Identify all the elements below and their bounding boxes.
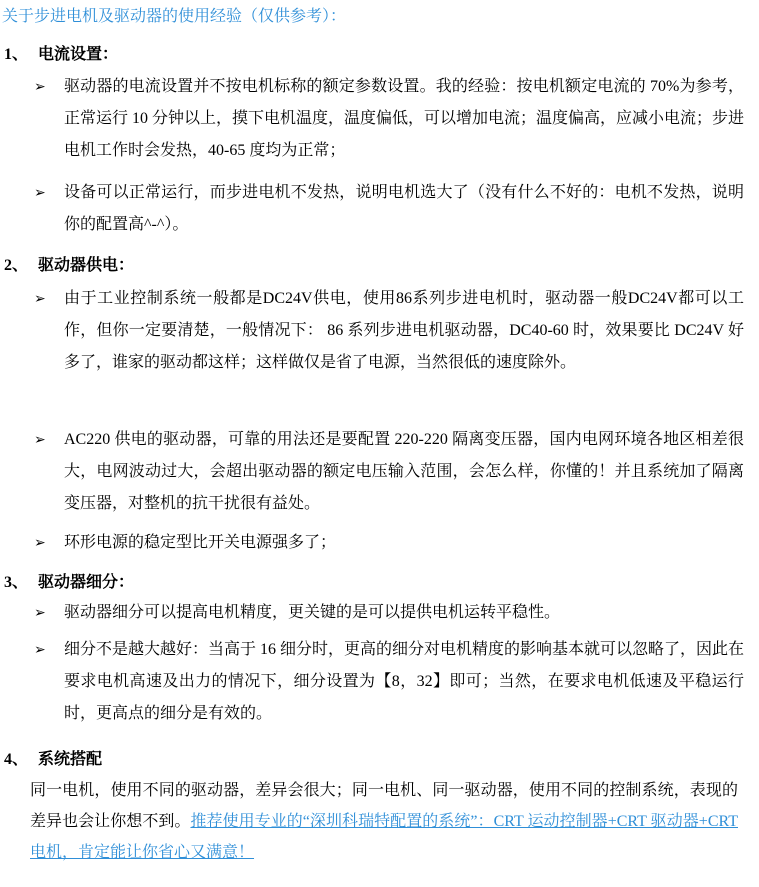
arrow-bullet-icon: ➢ <box>34 79 46 95</box>
section-title: 驱动器供电： <box>38 257 135 274</box>
section-heading-4 <box>4 746 102 769</box>
section-paragraph <box>30 775 738 868</box>
section-number: 4、 <box>4 751 29 768</box>
section-title: 系统搭配 <box>38 751 103 768</box>
arrow-bullet-icon: ➢ <box>34 642 46 658</box>
section-number: 2、 <box>4 257 29 274</box>
list-item-text: AC220 供电的驱动器，可靠的用法还是要配置 220-220 隔离变压器，国内电网环境各地区相差很大，电网波动过大，会超出驱动器的额定电压输入范围，会怎么样，你懂的！并且系统加了隔离变压器，对整机的抗干扰很有益处。 <box>64 431 744 512</box>
arrow-bullet-icon: ➢ <box>34 291 46 307</box>
paragraph-text: 同一电机，使用不同的驱动器，差异会很大；同一电机、同一驱动器，使用不同的控制系统，表现的差异也会让你想不到。 <box>30 782 738 830</box>
section-heading-3 <box>4 569 134 592</box>
document-title: 关于步进电机及驱动器的使用经验（仅供参考）： <box>2 8 347 25</box>
section-heading-1 <box>4 41 118 64</box>
section-title: 电流设置： <box>38 46 119 63</box>
arrow-bullet-icon: ➢ <box>34 432 46 448</box>
section-heading-2 <box>4 252 134 275</box>
list-item-text: 由于工业控制系统一般都是DC24V供电，使用86系列步进电机时，驱动器一般DC24V都可以工作，但你一定要清楚，一般情况下： 86 系列步进电机驱动器，DC40-60 时，效果要比 DC24V 好多了，谁家的驱动都这样；这样做仅是省了电源，当然很低的速度除外。 <box>64 290 744 371</box>
list-item <box>34 424 744 520</box>
list-item <box>34 527 744 559</box>
section-title: 驱动器细分： <box>38 574 135 591</box>
section-number: 3、 <box>4 574 29 591</box>
list-item <box>34 71 744 167</box>
section-number: 1、 <box>4 46 29 63</box>
list-item-text: 驱动器细分可以提高电机精度，更关键的是可以提供电机运转平稳性。 <box>64 604 561 621</box>
arrow-bullet-icon: ➢ <box>34 605 46 621</box>
recommendation-link[interactable]: 推荐使用专业的“深圳科瑞特配置的系统”：CRT 运动控制器+CRT 驱动器+CRT 电机，肯定能让你省心又满意！ <box>30 813 738 861</box>
arrow-bullet-icon: ➢ <box>34 185 46 201</box>
arrow-bullet-icon: ➢ <box>34 535 46 551</box>
list-item-text: 细分不是越大越好：当高于 16 细分时，更高的细分对电机精度的影响基本就可以忽略了，因此在要求电机高速及出力的情况下，细分设置为【8，32】即可；当然，在要求电机低速及平稳运行时，更高点的细分是有效的。 <box>64 641 745 722</box>
list-item <box>34 634 744 730</box>
list-item <box>34 177 744 241</box>
list-item-text: 环形电源的稳定型比开关电源强多了； <box>64 534 337 551</box>
list-item <box>34 597 744 629</box>
list-item <box>34 283 744 379</box>
list-item-text: 驱动器的电流设置并不按电机标称的额定参数设置。我的经验：按电机额定电流的 70%为参考，正常运行 10 分钟以上，摸下电机温度，温度偏低，可以增加电流；温度偏高，应减小电流；步进电机工作时会发热，40-65 度均为正常； <box>64 78 745 159</box>
list-item-text: 设备可以正常运行，而步进电机不发热，说明电机选大了（没有什么不好的：电机不发热，说明你的配置高^-^）。 <box>64 184 744 233</box>
